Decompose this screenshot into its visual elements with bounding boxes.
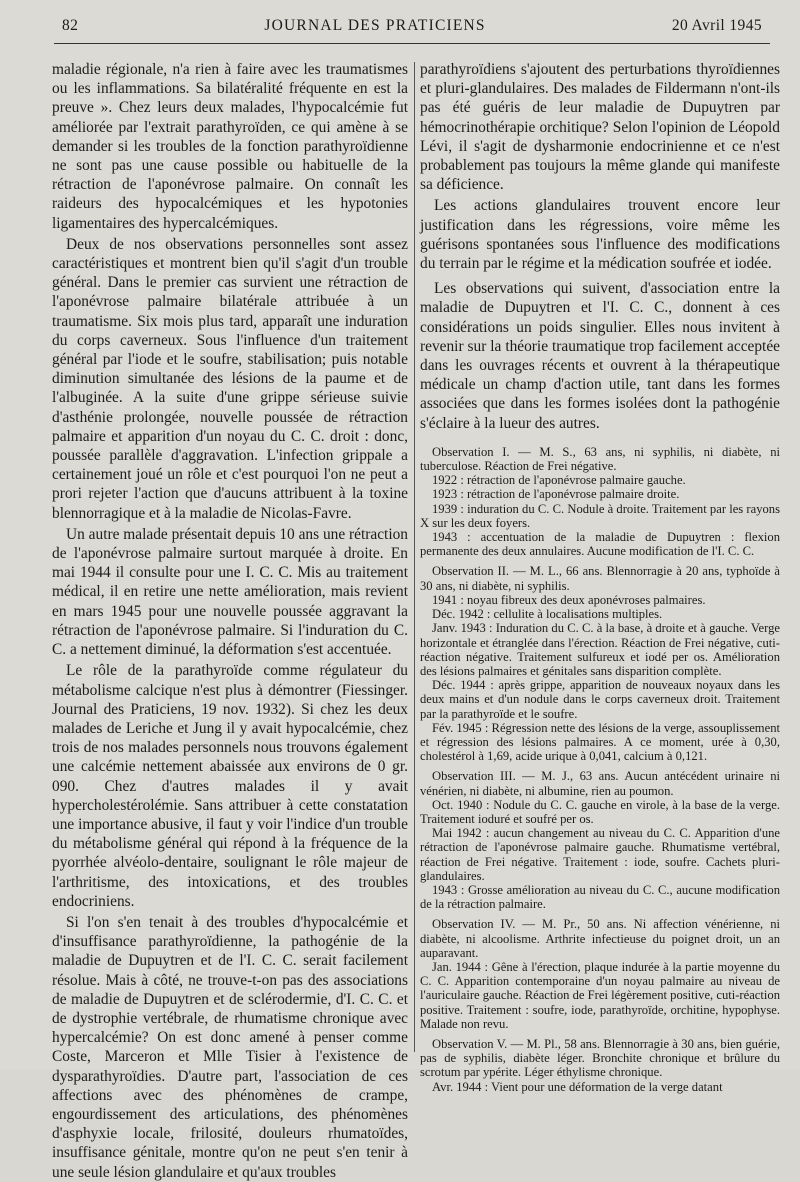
paragraph: Les actions glandulaires trouvent encore leur justification dans les régressions, voire même les guérisons spontanées sous l'influence des modifications du terrain par le régime et la médication soufrée et iodée.	[420, 197, 780, 273]
observation-heading: Observation II. — M. L., 66 ans. Blennorragie à 20 ans, typhoïde à 30 ans, ni diabète, ni syphilis.	[420, 564, 780, 593]
observation-heading: Observation V. — M. Pl., 58 ans. Blennorragie à 30 ans, bien guérie, pas de syphilis, diabète léger. Bronchite chronique et brûlure du scrotum par ypérite. Léger éthylisme chronique.	[420, 1036, 780, 1080]
observation-entry: 1943 : Grosse amélioration au niveau du C. C., aucune modification de la rétraction palmaire.	[420, 882, 780, 912]
page-header	[62, 14, 762, 38]
observations-section	[420, 445, 780, 1094]
journal-title: JOURNAL DES PRATICIENS	[264, 17, 486, 34]
observation-entry: Avr. 1944 : Vient pour une déformation de la verge datant	[432, 1079, 723, 1094]
observation-entry: Fév. 1945 : Régression nette des lésions de la verge, assouplissement et régression des lésions palmaires. A ce moment, urée à 0,30, cholestérol à 1,69, acide urique à 0,041, calcium à 0,121.	[420, 720, 780, 764]
column-divider	[414, 62, 415, 1052]
left-column	[52, 60, 408, 1182]
observation-heading: Observation I. — M. S., 63 ans, ni syphilis, ni diabète, ni tuberculose. Réaction de Frei négative.	[420, 444, 780, 474]
observation-entry: 1922 : rétraction de l'aponévrose palmaire gauche.	[432, 473, 686, 488]
observation-entry: 1939 : induration du C. C. Nodule à droite. Traitement par les rayons X sur les deux foyers.	[420, 501, 780, 530]
observation-entry: Jan. 1944 : Gêne à l'érection, plaque indurée à la partie moyenne du C. C. Apparition contemporaine d'un noyau palmaire au niveau de l'auriculaire gauche. Réaction de Frei légèrement positive, cuti-réaction positive. Traitement : soufre, iode, parathyroïde, orchitine, hypophyse. Malade non revu.	[420, 959, 780, 1031]
paragraph: Le rôle de la parathyroïde comme régulateur du métabolisme calcique n'est plus à démontrer (Fiessinger. Journal des Praticiens, 19 nov. 1932). Si chez les deux malades de Leriche et Jung il y avait hypocalcémie, chez trois de nos malades personnels nous trouvons également une calcémie nettement abaissée aux environs de 0 gr. 090. Chez d'autres malades il y avait hypercholestérolémie. Sans attribuer à cette constatation une importance abusive, il faut y voir l'indice d'un trouble du métabolisme général qui répond à la fréquence de la pyorrhée alvéolo-dentaire, soulignant le rôle majeur de l'arthritisme, des intoxications, et des troubles endocriniens.	[52, 662, 409, 910]
issue-date: 20 Avril 1945	[671, 17, 762, 34]
header-rule	[54, 43, 770, 44]
observation-entry: Déc. 1942 : cellulite à localisations multiples.	[432, 607, 663, 622]
observation-entry: Oct. 1940 : Nodule du C. C. gauche en virole, à la base de la verge. Traitement ioduré et soufré per os.	[420, 797, 780, 826]
right-column	[420, 60, 780, 1094]
paragraph: parathyroïdiens s'ajoutent des perturbations thyroïdiennes et pluri-glandulaires. Des malades de Fildermann n'ont-ils pas été guéris de leur maladie de Dupuytren par hémocrinothérapie orchitique? Selon l'opinion de Léopold Lévi, il s'agit de dysharmonie endocrinienne et ce n'est probablement pas toujours la même glande qui manifeste sa déficience.	[420, 61, 780, 194]
paragraph: maladie régionale, n'a rien à faire avec les traumatismes ou les inflammations. Sa bilatéralité fréquente en est la preuve ». Chez leurs deux malades, l'hypocalcémie fut améliorée par l'extrait parathyroïden, ce qui amène à se demander si les troubles de la fonction parathyroïdienne ne sont pas une cause possible ou habituelle de la rétraction de l'aponévrose palmaire. On connaît les raideurs des hypocalcémiques et les hypotonies ligamentaires des hypercalcémiques.	[52, 61, 408, 232]
observation-entry: 1941 : noyau fibreux des deux aponévroses palmaires.	[432, 592, 706, 607]
observation-entry: Déc. 1944 : après grippe, apparition de nouveaux noyaux dans les deux mains et d'un nodule dans le corps caverneux droit. Traitement par la parathyroïde et le soufre.	[420, 678, 780, 721]
paragraph: Si l'on s'en tenait à des troubles d'hypocalcémie et d'insuffisance parathyroïdienne, la pathogénie de la maladie de Dupuytren et de l'I. C. C. serait facilement résolue. Mais à côté, ne trouve-t-on pas des associations de maladie de Dupuytren et de sclérodermie, d'I. C. C. et de dystrophie vertébrale, de rhumatisme chronique avec hypercalcémie? On est donc amené à penser comme Coste, Marceron et Mlle Tisier à l'existence de dysparathyroïdies. D'autre part, l'association de ces affections avec des phénomènes de crampe, engourdissement des articulations, des phénomènes d'asphyxie locale, frilosité, douleurs rhumatoïdes, insuffisance génitale, montre qu'on ne peut s'en tenir à une seule lésion glandulaire et qu'aux troubles	[52, 913, 408, 1181]
right-body	[420, 60, 780, 433]
paragraph: Deux de nos observations personnelles sont assez caractéristiques et montrent bien qu'il s'agit d'un trouble général. Dans le premier cas survient une rétraction de l'aponévrose palmaire bilatérale attribuée à un traumatisme. Six mois plus tard, apparaît une induration du corps caverneux. Sous l'influence d'un traitement général par l'iode et le soufre, stabilisation; puis notable diminution simultanée des lésions de la paume et de l'albuginée. A la suite d'une grippe sérieuse suivie d'asthénie prolongée, nouvelle poussée de rétraction palmaire et apparition d'un noyau du C. C. droit : donc, poussée parallèle d'aggravation. L'infection grippale a certainement joué un rôle et c'est pourquoi l'on ne peut a prori rejeter l'action que d'aucuns attribuent à la toxine blennorragique et à la maladie de Nicolas-Favre.	[52, 235, 408, 522]
observation-entry: 1943 : accentuation de la maladie de Dupuytren : flexion permanente des deux annulaires. Aucune modification de l'I. C. C.	[420, 530, 780, 559]
paragraph: Les observations qui suivent, d'association entre la maladie de Dupuytren et l'I. C. C., donnent à ces considérations un poids singulier. Elles nous invitent à revenir sur la théorie traumatique trop facilement acceptée dans les ouvrages récents et ouvrent à la thérapeutique médicale un champ d'action utile, tant dans les formes associées que dans les formes isolées dont la pathogénie s'éclaire à la lueur des autres.	[420, 280, 780, 432]
observation-entry: Janv. 1943 : Induration du C. C. à la base, à droite et à gauche. Verge horizontale et étranglée dans l'érection. Réaction de Frei négative, cuti-réaction négative. Traitement sulfureux et iodé per os. Amélioration des lésions palmaires et génitales sans disparition complète.	[420, 621, 780, 678]
page-number: 82	[62, 17, 79, 34]
observation-heading: Observation IV. — M. Pr., 50 ans. Ni affection vénérienne, ni diabète, ni alcoolisme. Arthrite infectieuse du poignet droit, un an auparavant.	[420, 917, 780, 960]
observation-entry: Mai 1942 : aucun changement au niveau du C. C. Apparition d'une rétraction de l'aponévrose palmaire gauche. Rhumatisme vertébral, réaction de Frei négative. Traitement : iode, soufre. Cachets pluri-glandulaires.	[420, 826, 780, 883]
paragraph: Un autre malade présentait depuis 10 ans une rétraction de l'aponévrose palmaire surtout marquée à droite. En mai 1944 il consulte pour une I. C. C. Mis au traitement médical, il en retire une nette amélioration, mais revient en mars 1945 pour une nouvelle poussée aggravant la rétraction de l'aponévrose palmaire. Si l'induration du C. C. a nettement diminué, la déformation s'est accentuée.	[52, 525, 408, 659]
observation-heading: Observation III. — M. J., 63 ans. Aucun antécédent urinaire ni vénérien, ni diabète, ni albumine, rien au poumon.	[420, 769, 780, 798]
observation-entry: 1923 : rétraction de l'aponévrose palmaire droite.	[432, 487, 680, 502]
